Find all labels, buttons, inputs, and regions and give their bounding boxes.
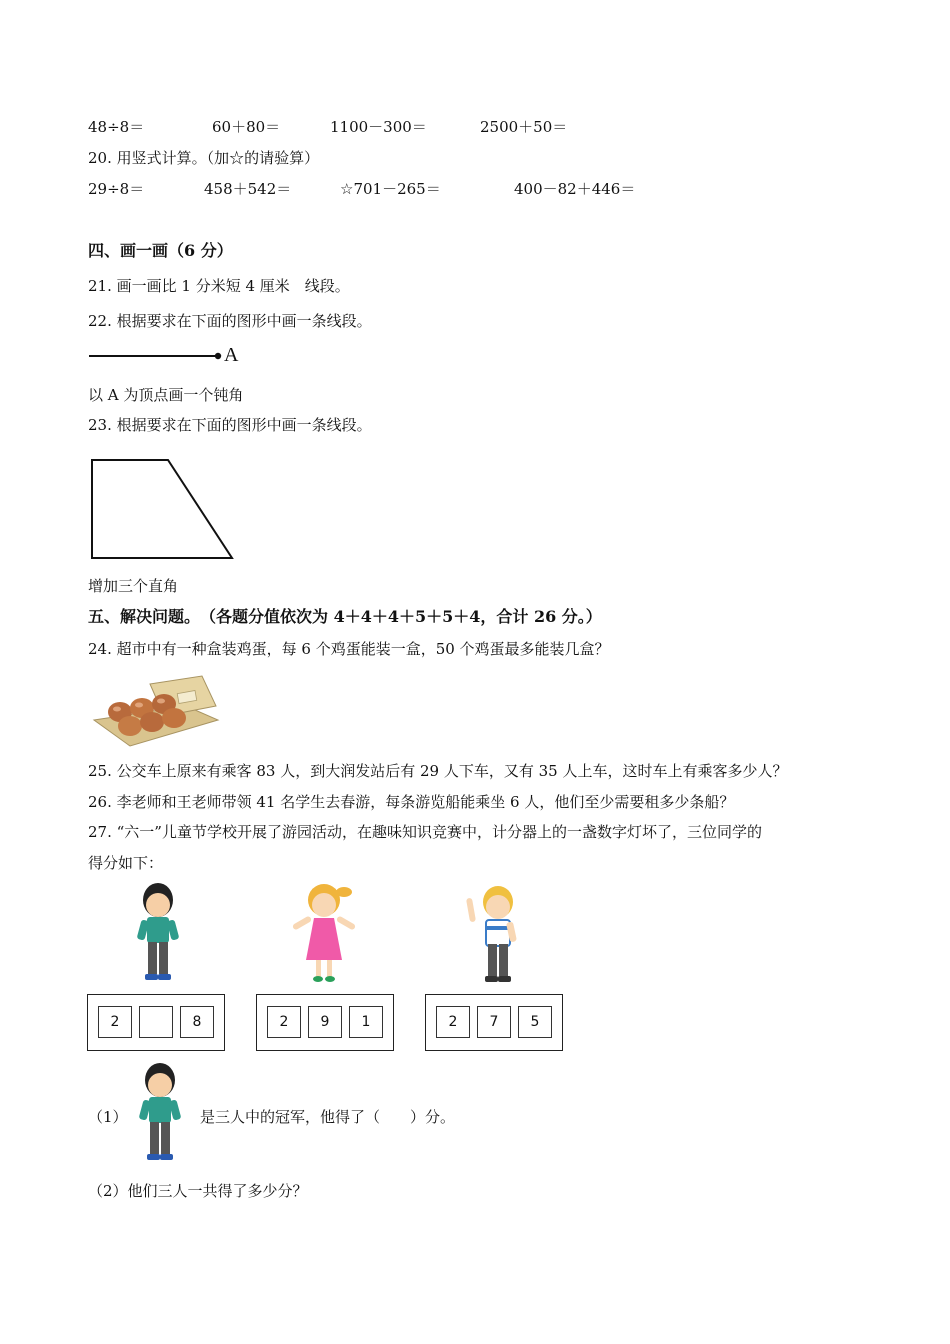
boy-student-image [130, 880, 186, 984]
section5-heading: 五、解决问题。 （各题分值依次为 4＋4＋4＋5＋5＋4，合计 26 分。） [88, 607, 602, 626]
q20-title: 20. 用竖式计算。（加☆的请验算） [88, 149, 320, 167]
score-digit: 9 [308, 1006, 342, 1038]
score-box-boy [87, 994, 225, 1051]
egg-carton-image [90, 668, 222, 748]
champion-boy-image [132, 1060, 188, 1164]
q21-text: 21. 画一画比 1 分米短 4 厘米 线段。 [88, 277, 350, 295]
q25-text: 25. 公交车上原来有乘客 83 人，到大润发站后有 29 人下车，又有 35 人上车，这时车上有乘客多少人？ [88, 762, 788, 780]
score-digit: 1 [349, 1006, 383, 1038]
score-digit: 5 [518, 1006, 552, 1038]
girl-student-image [286, 880, 362, 984]
score-box-girl [256, 994, 394, 1051]
score-digit: 8 [180, 1006, 214, 1038]
q22-text: 22. 根据要求在下面的图形中画一条线段。 [88, 312, 372, 330]
q20-item-1: 29÷8＝ [88, 180, 145, 198]
q19-item-2: 60＋80＝ [212, 118, 281, 136]
sub1-prefix: （1） [88, 1108, 128, 1126]
point-a-label: A [224, 344, 239, 366]
q19-item-3: 1100－300＝ [330, 118, 427, 136]
sub1-text: 是三人中的冠军，他得了（ ）分。 [200, 1108, 456, 1126]
score-digit: 2 [98, 1006, 132, 1038]
sub2-text: （2）他们三人一共得了多少分？ [88, 1182, 308, 1200]
q20-item-4: 400－82＋446＝ [514, 180, 636, 198]
q22-note: 以 A 为顶点画一个钝角 [88, 386, 244, 404]
trapezoid-figure [86, 454, 242, 564]
q20-item-2: 458＋542＝ [204, 180, 292, 198]
waving-boy-student-image [462, 882, 532, 986]
q26-text: 26. 李老师和王老师带领 41 名学生去春游，每条游览船能乘坐 6 人，他们至少需要租多少条船？ [88, 793, 735, 811]
q27-text-line1: 27. “六一”儿童节学校开展了游园活动，在趣味知识竞赛中，计分器上的一盏数字灯坏了，三位同学的 [88, 823, 762, 841]
q27-text-line2: 得分如下： [88, 854, 164, 872]
q23-note: 增加三个直角 [88, 577, 179, 595]
score-digit: 2 [436, 1006, 470, 1038]
section4-heading: 四、画一画（6 分） [88, 241, 233, 260]
q20-item-3: ☆701－265＝ [340, 180, 441, 198]
score-box-waving-boy [425, 994, 563, 1051]
q24-text: 24. 超市中有一种盒装鸡蛋，每 6 个鸡蛋能装一盒，50 个鸡蛋最多能装几盒？ [88, 640, 610, 658]
score-digit-broken [139, 1006, 173, 1038]
q19-item-4: 2500＋50＝ [480, 118, 568, 136]
q19-item-1: 48÷8＝ [88, 118, 145, 136]
score-digit: 7 [477, 1006, 511, 1038]
score-digit: 2 [267, 1006, 301, 1038]
q23-text: 23. 根据要求在下面的图形中画一条线段。 [88, 416, 372, 434]
